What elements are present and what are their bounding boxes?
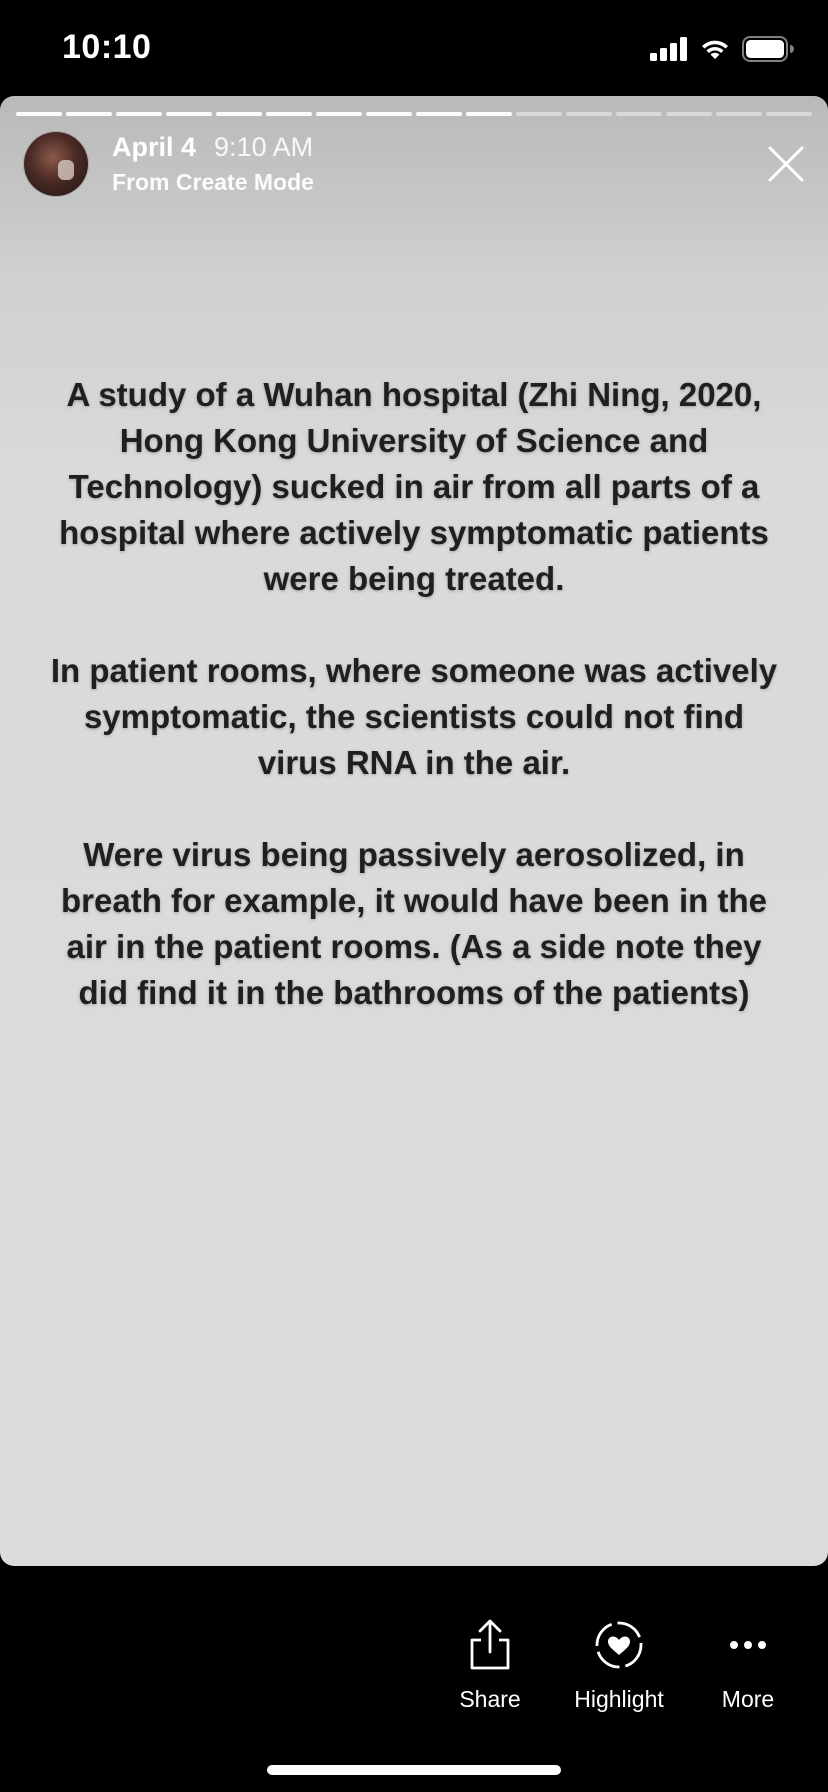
- wifi-icon: [700, 37, 730, 61]
- share-icon: [465, 1618, 515, 1672]
- progress-segment: [166, 112, 212, 116]
- story-paragraph: A study of a Wuhan hospital (Zhi Ning, 2020, Hong Kong University of Science and Technology) sucked in air from all parts of a hospital where actively symptomatic patients were being treated.: [59, 376, 769, 597]
- progress-segment: [266, 112, 312, 116]
- share-label: Share: [459, 1686, 521, 1712]
- progress-segment: [416, 112, 462, 116]
- progress-segment: [666, 112, 712, 116]
- home-indicator[interactable]: [267, 1765, 561, 1775]
- status-time: 10:10: [62, 28, 152, 66]
- progress-segment: [466, 112, 512, 116]
- story-paragraph: Were virus being passively aerosolized, in breath for example, it would have been in the air in the patient rooms. (As a side note they did find it in the bathrooms of the patients): [61, 836, 767, 1011]
- close-icon: [766, 144, 806, 184]
- share-button[interactable]: [425, 1618, 555, 1713]
- story-source: From Create Mode: [112, 169, 314, 195]
- story-card[interactable]: [0, 96, 828, 1566]
- bottom-action-bar: [0, 1566, 828, 1792]
- progress-segment: [66, 112, 112, 116]
- progress-segment: [366, 112, 412, 116]
- battery-icon: [742, 36, 794, 62]
- signal-icon: [650, 37, 688, 61]
- more-button[interactable]: [683, 1618, 813, 1713]
- story-text: [40, 372, 788, 1062]
- highlight-icon: [592, 1618, 646, 1672]
- progress-segment: [16, 112, 62, 116]
- more-label: More: [721, 1686, 775, 1712]
- more-icon: [728, 1639, 768, 1651]
- story-time: 9:10 AM: [214, 132, 314, 162]
- highlight-label: Highlight: [574, 1686, 664, 1712]
- highlight-button[interactable]: [554, 1618, 684, 1713]
- progress-segment: [516, 112, 562, 116]
- progress-segment: [766, 112, 812, 116]
- story-date: April 4: [112, 132, 197, 162]
- progress-segment: [566, 112, 612, 116]
- story-paragraph: In patient rooms, where someone was actively symptomatic, the scientists could not find virus RNA in the air.: [50, 652, 778, 781]
- progress-segment: [716, 112, 762, 116]
- progress-segment: [116, 112, 162, 116]
- story-progress-bar: [16, 112, 812, 116]
- progress-segment: [316, 112, 362, 116]
- status-icons: [650, 36, 794, 62]
- avatar[interactable]: [24, 132, 88, 196]
- story-meta: [112, 132, 314, 196]
- status-bar: [0, 0, 828, 96]
- close-button[interactable]: [766, 144, 806, 184]
- progress-segment: [216, 112, 262, 116]
- progress-segment: [616, 112, 662, 116]
